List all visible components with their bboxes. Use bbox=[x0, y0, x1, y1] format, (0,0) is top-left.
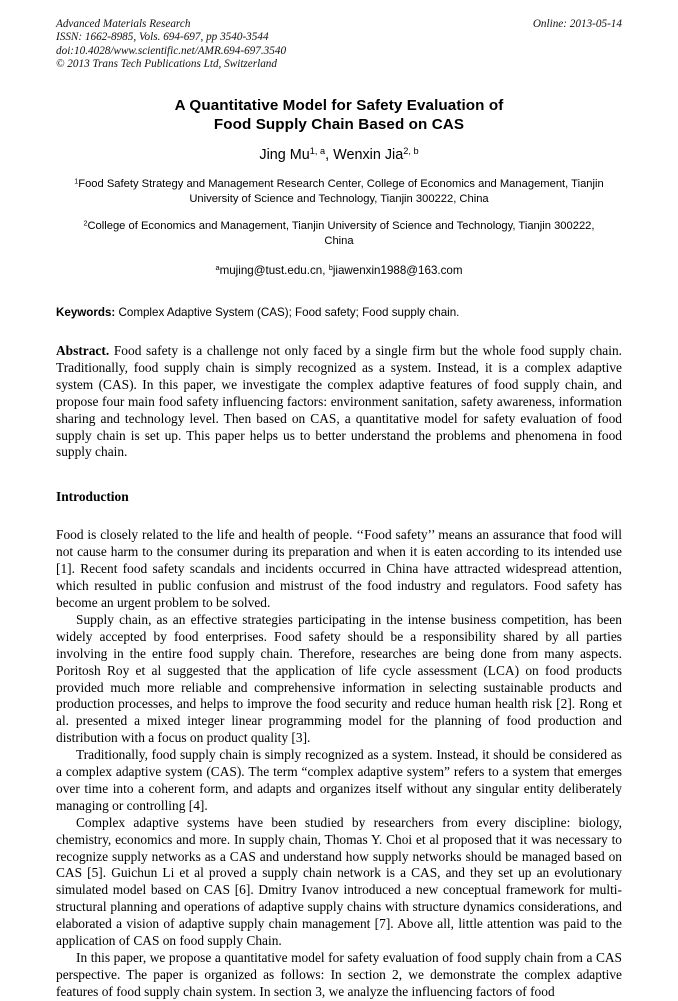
page-content bbox=[56, 18, 622, 1001]
paragraph-4: Complex adaptive systems have been studied by researchers from every discipline: biology, chemistry, economics and more. In supply chain, Thomas Y. Choi et al proposed that it was necessary to recognize supply networks as a CAS and understand how supply networks should be managed based on CAS [5]. Guichun Li et al proved a supply chain network is a CAS, and they set up an evolutionary simulated model based on CAS [6]. Dmitry Ivanov introduced a new conceptual framework for multi-structural planning and operations of adaptive supply chains with structure dynamics considerations, and elaborated a vision of adaptive supply chain management [7]. Above all, little attention was paid to the application of CAS on food supply Chain. bbox=[56, 814, 622, 949]
paragraph-3: Traditionally, food supply chain is simply recognized as a system. Instead, it should be considered as a complex adaptive system (CAS). The term “complex adaptive system” refers to a system that emerges over time into a coherent form, and adapts and organizes itself without any singular entity deliberately managing or controlling [4]. bbox=[56, 747, 622, 813]
author-name-1: Jing Mu bbox=[259, 146, 310, 163]
abstract-paragraph bbox=[56, 343, 622, 461]
email-marker-a: a bbox=[215, 263, 220, 273]
abstract-text: Food safety is a challenge not only faced by a single firm but the whole food supply chain. Traditionally, food supply chain is simply recognized as a system. Instead, it is a complex adaptive system (CAS). In this paper, we investigate the complex adaptive features of food supply chain, and propose four main food safety influencing factors: environment sanitation, safety awareness, information sharing and technology level. Then based on CAS, a quantitative model for safety evaluation of food supply chain is set up. This paper helps us to better understand the problems and phenomena in food supply chain. bbox=[56, 343, 622, 460]
journal-masthead bbox=[56, 18, 622, 72]
affiliation-2 bbox=[69, 219, 609, 250]
affiliation-marker-1: 1 bbox=[74, 176, 79, 185]
author-affiliation-marker-2: 2, b bbox=[403, 145, 419, 156]
affiliation-text-1: Food Safety Strategy and Management Research Center, College of Economics and Management, Tianjin University of Science and Technology, Tianjin 300222, China bbox=[78, 177, 604, 206]
keywords-text: Complex Adaptive System (CAS); Food safety; Food supply chain. bbox=[115, 306, 460, 319]
author-list bbox=[56, 146, 622, 164]
introduction-body bbox=[56, 527, 622, 1000]
email-marker-b: b bbox=[328, 263, 333, 273]
copyright-line: © 2013 Trans Tech Publications Ltd, Switzerland bbox=[56, 58, 277, 71]
keywords-line bbox=[56, 305, 622, 320]
keywords-label: Keywords: bbox=[56, 306, 116, 319]
paragraph-2: Supply chain, as an effective strategies participating in the intense business competition, has been widely accepted by food enterprises. Food safety should be a responsibility shared by all parties involving in the entire food supply chain. Therefore, researches are being done from many aspects. Poritosh Roy et al suggested that the application of life cycle assessment (LCA) on food products provided much more reliable and comprehensive information in selecting sustainable products and production processes, and helps to improve the food security and reduce human health risk [2]. Rong et al. presented a mixed integer linear programming model for the planning of food production and distribution with a focus on product quality [3]. bbox=[56, 611, 622, 746]
abstract-label: Abstract. bbox=[56, 343, 110, 358]
affiliation-text-2: College of Economics and Management, Tianjin University of Science and Technology, Tianjin 300222, China bbox=[87, 219, 595, 248]
email-address-a[interactable]: mujing@tust.edu.cn, bbox=[219, 264, 326, 277]
email-address-b[interactable]: jiawenxin1988@163.com bbox=[332, 264, 463, 277]
section-heading-introduction: Introduction bbox=[56, 489, 129, 505]
title-line-1: A Quantitative Model for Safety Evaluation of bbox=[174, 96, 504, 114]
title-line-2: Food Supply Chain Based on CAS bbox=[213, 116, 465, 134]
affiliation-list bbox=[56, 177, 622, 250]
author-name-2: Wenxin Jia bbox=[333, 146, 404, 163]
online-date: Online: 2013-05-14 bbox=[532, 18, 622, 30]
affiliation-marker-2: 2 bbox=[83, 219, 88, 228]
journal-name: Advanced Materials Research bbox=[56, 18, 191, 30]
author-separator: , bbox=[325, 146, 334, 163]
paragraph-1: Food is closely related to the life and health of people. ‘‘Food safety’’ means an assurance that food will not cause harm to the consumer during its preparation and when it is eaten according to its intended use [1]. Recent food safety scandals and incidents occurred in China have attracted widespread attention, which resulted in public confusion and mistrust of the food industry and regulators. Food safety has become an urgent problem to be solved. bbox=[56, 527, 622, 610]
author-emails bbox=[56, 263, 622, 278]
doi-line: doi:10.4028/www.scientific.net/AMR.694-697.3540 bbox=[56, 44, 287, 57]
affiliation-1 bbox=[69, 177, 609, 208]
page-title bbox=[56, 96, 622, 135]
issn-volume-pages: ISSN: 1662-8985, Vols. 694-697, pp 3540-3544 bbox=[56, 31, 269, 44]
author-affiliation-marker-1: 1, a bbox=[309, 145, 326, 156]
paragraph-5: In this paper, we propose a quantitative model for safety evaluation of food supply chain from a CAS perspective. The paper is organized as follows: In section 2, we demonstrate the complex adaptive features of food supply chain system. In section 3, we analyze the influencing factors of food bbox=[56, 950, 622, 999]
